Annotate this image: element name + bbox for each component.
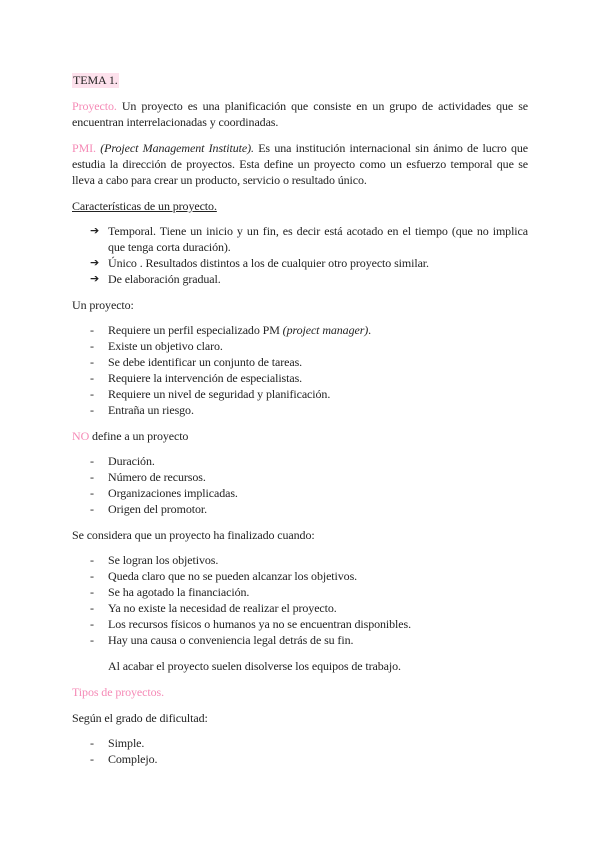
- list-item-text: Ya no existe la necesidad de realizar el proyecto.: [108, 601, 337, 615]
- list-item-text: Temporal. Tiene un inicio y un fin, es decir está acotado en el tiempo (que no implica que tenga corta duración).: [108, 224, 528, 254]
- list-item: [72, 584, 528, 600]
- list-item: [72, 338, 528, 354]
- no-define-list: [72, 453, 528, 517]
- list-item: [72, 370, 528, 386]
- list-item-text: Origen del promotor.: [108, 502, 207, 516]
- dash-bullet: -: [90, 502, 94, 516]
- list-item-text: Duración.: [108, 454, 155, 468]
- arrow-right-icon: ➔: [90, 272, 100, 285]
- list-item-text: Hay una causa o conveniencia legal detrás de su fin.: [108, 633, 354, 647]
- no-highlight: NO: [72, 429, 90, 443]
- list-item-text: Los recursos físicos o humanos ya no se encuentran disponibles.: [108, 617, 411, 631]
- list-item-text: Simple.: [108, 736, 145, 750]
- dash-bullet: -: [90, 585, 94, 599]
- list-item: [72, 223, 528, 255]
- proyecto-definition: [72, 98, 528, 130]
- list-item: [72, 600, 528, 616]
- list-item: [72, 501, 528, 517]
- list-item-italic: (project manager): [282, 323, 369, 337]
- pmi-italic: (Project Management Institute).: [100, 141, 254, 155]
- list-item: [72, 616, 528, 632]
- list-item-text: Entraña un riesgo.: [108, 403, 194, 417]
- dash-bullet: -: [90, 387, 94, 401]
- list-item: [72, 402, 528, 418]
- finalizado-list: [72, 552, 528, 648]
- list-item-text: Requiere un nivel de seguridad y planificación.: [108, 387, 331, 401]
- list-item-text: Organizaciones implicadas.: [108, 486, 238, 500]
- dash-bullet: -: [90, 454, 94, 468]
- document-page: [72, 72, 528, 767]
- list-item: [72, 735, 528, 751]
- arrow-right-icon: ➔: [90, 224, 100, 237]
- list-item-text: Complejo.: [108, 752, 158, 766]
- list-item-text: Requiere un perfil especializado PM: [108, 323, 283, 337]
- caracteristicas-heading: Características de un proyecto.: [72, 199, 217, 213]
- dash-bullet: -: [90, 553, 94, 567]
- no-define-heading: [72, 428, 528, 444]
- list-item-text: De elaboración gradual.: [108, 272, 221, 286]
- tipos-list: [72, 735, 528, 767]
- tipos-subheading: Según el grado de dificultad:: [72, 711, 208, 725]
- list-item-suffix: .: [368, 323, 372, 337]
- list-item-text: Queda claro que no se pueden alcanzar los objetivos.: [108, 569, 358, 583]
- list-item: [72, 469, 528, 485]
- list-item: [72, 271, 528, 287]
- pmi-definition: [72, 140, 528, 188]
- list-item-text: Requiere la intervención de especialistas.: [108, 371, 303, 385]
- list-item: [72, 354, 528, 370]
- list-item-text: Existe un objetivo claro.: [108, 339, 223, 353]
- proyecto-term: Proyecto.: [72, 99, 117, 113]
- pmi-term: PMI.: [72, 141, 96, 155]
- pmi-text: Es una institución internacional sin ánimo de lucro que estudia la dirección de proyectos. Esta define un proyecto como un esfuerzo temporal que se lleva a cabo para crear un producto, servicio o resultado único.: [72, 141, 528, 187]
- list-item-text: Se logran los objetivos.: [108, 553, 219, 567]
- dash-bullet: -: [90, 403, 94, 417]
- caracteristicas-list: [72, 223, 528, 287]
- title-highlight: TEMA 1.: [73, 73, 118, 87]
- list-item: [72, 322, 528, 338]
- finalizado-note: Al acabar el proyecto suelen disolverse los equipos de trabajo.: [108, 659, 401, 673]
- dash-bullet: -: [90, 486, 94, 500]
- un-proyecto-list: [72, 322, 528, 418]
- list-item: [72, 632, 528, 648]
- dash-bullet: -: [90, 470, 94, 484]
- un-proyecto-heading: Un proyecto:: [72, 298, 134, 312]
- dash-bullet: -: [90, 601, 94, 615]
- list-item: [72, 453, 528, 469]
- dash-bullet: -: [90, 371, 94, 385]
- dash-bullet: -: [90, 752, 94, 766]
- list-item-text: Se debe identificar un conjunto de tareas.: [108, 355, 303, 369]
- dash-bullet: -: [90, 617, 94, 631]
- dash-bullet: -: [90, 323, 94, 337]
- list-item-text: Se ha agotado la financiación.: [108, 585, 250, 599]
- dash-bullet: -: [90, 339, 94, 353]
- dash-bullet: -: [90, 569, 94, 583]
- no-define-text: define a un proyecto: [89, 429, 189, 443]
- list-item: [72, 386, 528, 402]
- list-item: [72, 255, 528, 271]
- proyecto-text: Un proyecto es una planificación que consiste en un grupo de actividades que se encuentran interrelacionadas y coordinadas.: [72, 99, 528, 129]
- list-item: [72, 485, 528, 501]
- list-item: [72, 568, 528, 584]
- dash-bullet: -: [90, 633, 94, 647]
- finalizado-heading: Se considera que un proyecto ha finalizado cuando:: [72, 528, 315, 542]
- dash-bullet: -: [90, 736, 94, 750]
- list-item-text: Único . Resultados distintos a los de cualquier otro proyecto similar.: [108, 256, 429, 270]
- dash-bullet: -: [90, 355, 94, 369]
- tipos-heading: Tipos de proyectos.: [72, 685, 164, 699]
- list-item-text: Número de recursos.: [108, 470, 206, 484]
- document-title: [72, 72, 528, 88]
- arrow-right-icon: ➔: [90, 256, 100, 269]
- list-item: [72, 552, 528, 568]
- list-item: [72, 751, 528, 767]
